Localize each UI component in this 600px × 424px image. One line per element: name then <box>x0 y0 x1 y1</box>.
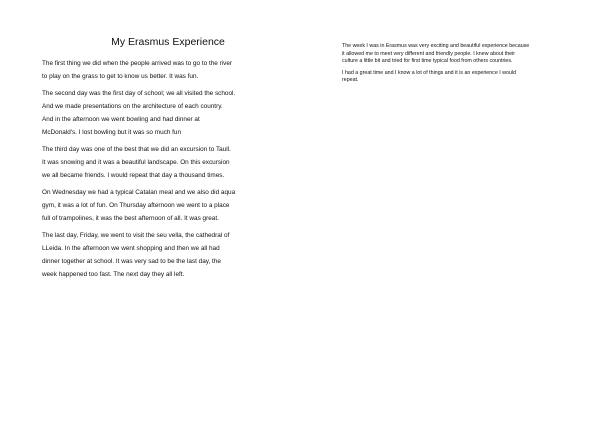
text-line: The week I was in Erasmus was very exciting and beautiful experience because <box>342 43 530 49</box>
left-column <box>42 36 294 285</box>
text-line: The third day was one of the best that we did an excursion to Taull. <box>42 146 231 153</box>
document-title: My Erasmus Experience <box>111 36 225 48</box>
paragraph <box>42 143 294 182</box>
text-line: The second day was the first day of school; we all visited the school. <box>42 90 236 97</box>
text-line: repeat. <box>342 77 359 84</box>
text-line: I had a great time and I know a lot of things and it is an experience I would <box>342 69 517 76</box>
paragraph <box>342 43 562 66</box>
text-line: dinner together at school. It was very sad to be the last day, the <box>42 258 221 265</box>
text-line: On Wednesday we had a typical Catalan meal and we also did aqua <box>42 189 236 196</box>
text-line: The first thing we did when the people arrived was to go to the river <box>42 60 233 67</box>
text-line: McDonald's. I lost bowling but it was so much fun <box>42 129 182 136</box>
text-line: full of trampolines, it was the best afternoon of all. It was great. <box>42 215 219 222</box>
text-line: It was snowing and it was a beautiful landscape. On this excursion <box>42 159 230 166</box>
paragraph <box>42 229 294 281</box>
text-line: we all became friends. I would repeat that day a thousand times. <box>42 172 225 179</box>
paragraph <box>42 87 294 139</box>
text-line: culture a little bit and tried for first time typical food from others countries. <box>342 58 513 65</box>
text-line: LLeida. In the afternoon we went shopping and then we all had <box>42 245 220 252</box>
text-line: week happened too fast. The next day they all left. <box>42 271 185 278</box>
paragraph <box>42 57 294 83</box>
text-line: it allowed me to meet very different and friendly people. I knew about their <box>342 50 516 57</box>
paragraph <box>342 70 562 85</box>
text-line: to play on the grass to get to know us better. It was fun. <box>42 73 199 80</box>
right-column <box>342 43 562 89</box>
text-line: gym, it was a lot of fun. On Thursday afternoon we went to a place <box>42 202 230 209</box>
paragraph <box>42 186 294 225</box>
text-line: And in the afternoon we went bowling and had dinner at <box>42 116 200 123</box>
text-line: And we made presentations on the architecture of each country. <box>42 103 223 110</box>
text-line: The last day, Friday, we went to visit the seu vella, the cathedral of <box>42 232 230 239</box>
